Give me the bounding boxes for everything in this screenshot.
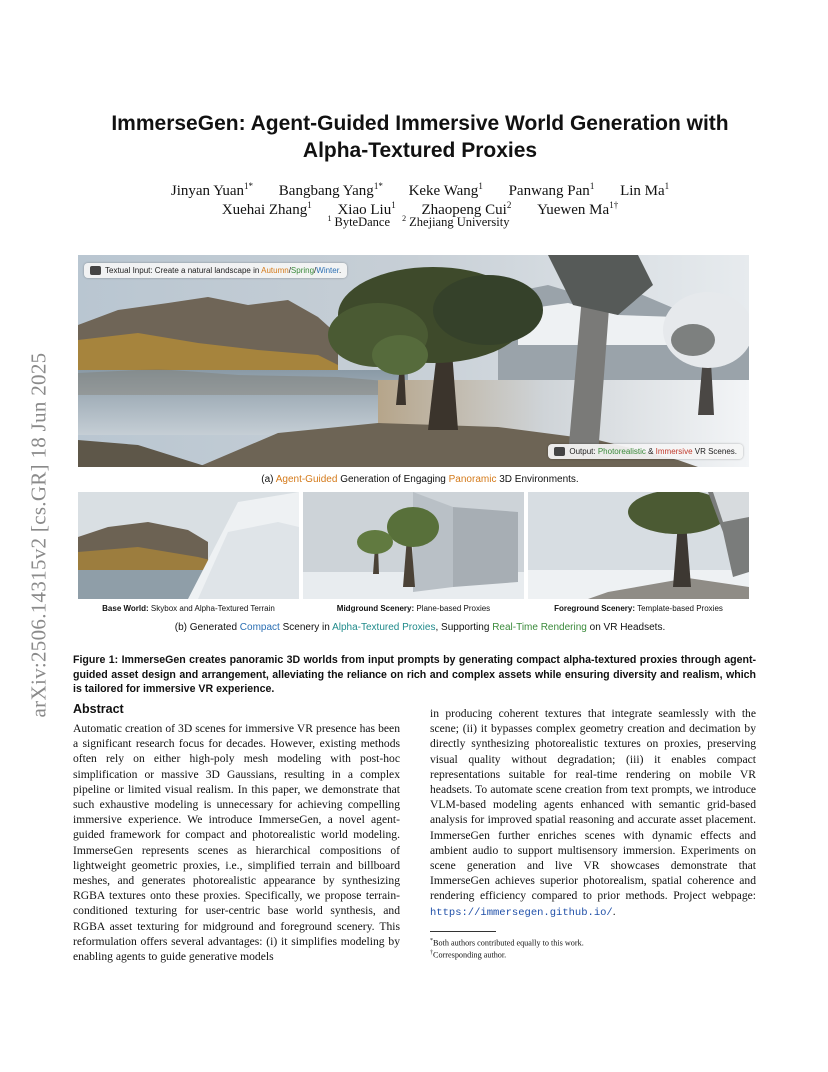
output-label: Output: Photorealistic & Immersive VR Scenes. <box>548 444 743 459</box>
author: Panwang Pan$^1$ <box>508 181 595 199</box>
author: Xiao Liu$^1$ <box>337 200 396 218</box>
midground-image <box>303 492 524 599</box>
textual-input-label: Textual Input: Create a natural landscape in Autumn/Spring/Winter. <box>84 263 347 278</box>
abstract-right-text: in producing coherent textures that integrate seamlessly with the scene; (ii) it bypasses complex geometry creation and decimation by directly synthesizing photorealistic textures on proxies, preserving visual quality without degradation; (iii) it enables compact representations suitable for real-time rendering on mobile VR headsets. To automate scene creation from text prompts, we introduce VLM-based modeling agents enhanced with semantic grid-based analysis for improved spatial reasoning and accurate asset placement. ImmerseGen further enriches scenes with dynamic effects and ambient audio to support multisensory immersion. Experiments on scene generation and live VR showcases demonstrate that ImmerseGen achieves superior photorealism, spatial coherence and rendering efficiency compared to prior methods. Project webpage: <box>430 707 756 903</box>
author: Yuewen $Ma^{1\dagger}$ <box>537 200 619 218</box>
arxiv-stamp <box>19 300 59 770</box>
vr-headset-icon <box>554 447 565 456</box>
panorama-image <box>78 255 749 467</box>
foreground-image <box>528 492 749 599</box>
abstract-heading: Abstract <box>73 702 124 716</box>
figure-caption-a: (a) Agent-Guided Generation of Engaging Panoramic 3D Environments. <box>261 474 579 485</box>
footnote-equal-contribution: *Both authors contributed equally to this work. <box>430 938 584 948</box>
sub-caption-foreground: Foreground Scenery: Template-based Proxies <box>554 604 723 613</box>
abstract-left-column: Automatic creation of 3D scenes for immersive VR presence has been a significant research focus for decades. However, existing methods often rely on either high-poly mesh modeling with post-hoc simplification or massive 3D Gaussians, resulting in a complex pipeline or limited visual realism. In this paper, we demonstrate that such exhaustive modeling is unnecessary for achieving compelling immersive experience. We introduce ImmerseGen, a novel agent-guided framework for compact and photorealistic world modeling. ImmerseGen represents scenes as hierarchical compositions of lightweight geometric proxies, i.e., simplified terrain and billboard meshes, and generates photorealistic appearance by synthesizing RGBA textures onto these proxies. Specifically, we propose terrain-conditioned texturing for user-centric base world synthesis, and RGBA asset texturing for midground and foreground scenery. This reformulation offers several advantages: (i) it simplifies modeling by enabling agents to guide generative models <box>73 722 400 964</box>
footnote-corresponding-author: †Corresponding author. <box>430 950 507 960</box>
author: Zhaopeng Cui$^2$ <box>421 200 512 218</box>
paper-title-line2: Alpha-Textured Proxies <box>302 139 538 162</box>
abstract-right-column: in producing coherent textures that integrate seamlessly with the scene; (ii) it bypasses complex geometry creation and decimation by directly synthesizing photorealistic textures on proxies, preserving visual quality without degradation; (iii) it enables compact representations suitable for real-time rendering on mobile VR headsets. To automate scene creation from text prompts, we introduce VLM-based modeling agents enhanced with semantic grid-based analysis for improved spatial reasoning and accurate asset placement. ImmerseGen further enriches scenes with dynamic effects and ambient audio to support multisensory immersion. Experiments on scene generation and live VR showcases demonstrate that ImmerseGen achieves superior photorealism, spatial coherence and rendering efficiency compared to prior methods. Project webpage: https://immersegen.github.io/. <box>430 707 756 919</box>
affiliation: $^2$ Zhejiang University <box>402 214 510 230</box>
affiliation: $^1$ ByteDance <box>327 214 391 230</box>
sub-caption-base-world: Base World: Skybox and Alpha-Textured Terrain <box>102 604 275 613</box>
footnote-rule <box>430 931 496 932</box>
author: Bangbang Yang$^{1*}$ <box>278 181 383 199</box>
author: Lin Ma$^1$ <box>620 181 670 199</box>
sub-caption-midground: Midground Scenery: Plane-based Proxies <box>336 604 491 613</box>
author: Xuehai Zhang$^1$ <box>221 200 312 218</box>
figure-caption-b: (b) Generated Compact Scenery in Alpha-Textured Proxies, Supporting Real-Time Rendering on VR Headsets. <box>174 622 666 633</box>
arxiv-stamp-text: arXiv:2506.14315v2 [cs.GR] 18 Jun 2025 <box>26 352 51 718</box>
project-webpage-link[interactable]: https://immersegen.github.io/ <box>430 906 613 919</box>
base-world-image <box>78 492 299 599</box>
affiliations <box>60 214 780 230</box>
author: Jinyan Yuan$^{1*}$ <box>170 181 254 199</box>
author: Keke Wang$^1$ <box>408 181 483 199</box>
paper-title-line1: ImmerseGen: Agent-Guided Immersive World Generation with <box>111 112 729 135</box>
figure-1-caption: Figure 1: ImmerseGen creates panoramic 3D worlds from input prompts by generating compact alpha-textured proxies through agent-guided asset design and arrangement, alleviating the reliance on rich and complex assets while ensuring diversity and realism, which is tailored for immersive VR experience. <box>73 654 756 695</box>
panorama-landscape-illustration <box>78 255 749 467</box>
chat-icon <box>90 266 101 275</box>
